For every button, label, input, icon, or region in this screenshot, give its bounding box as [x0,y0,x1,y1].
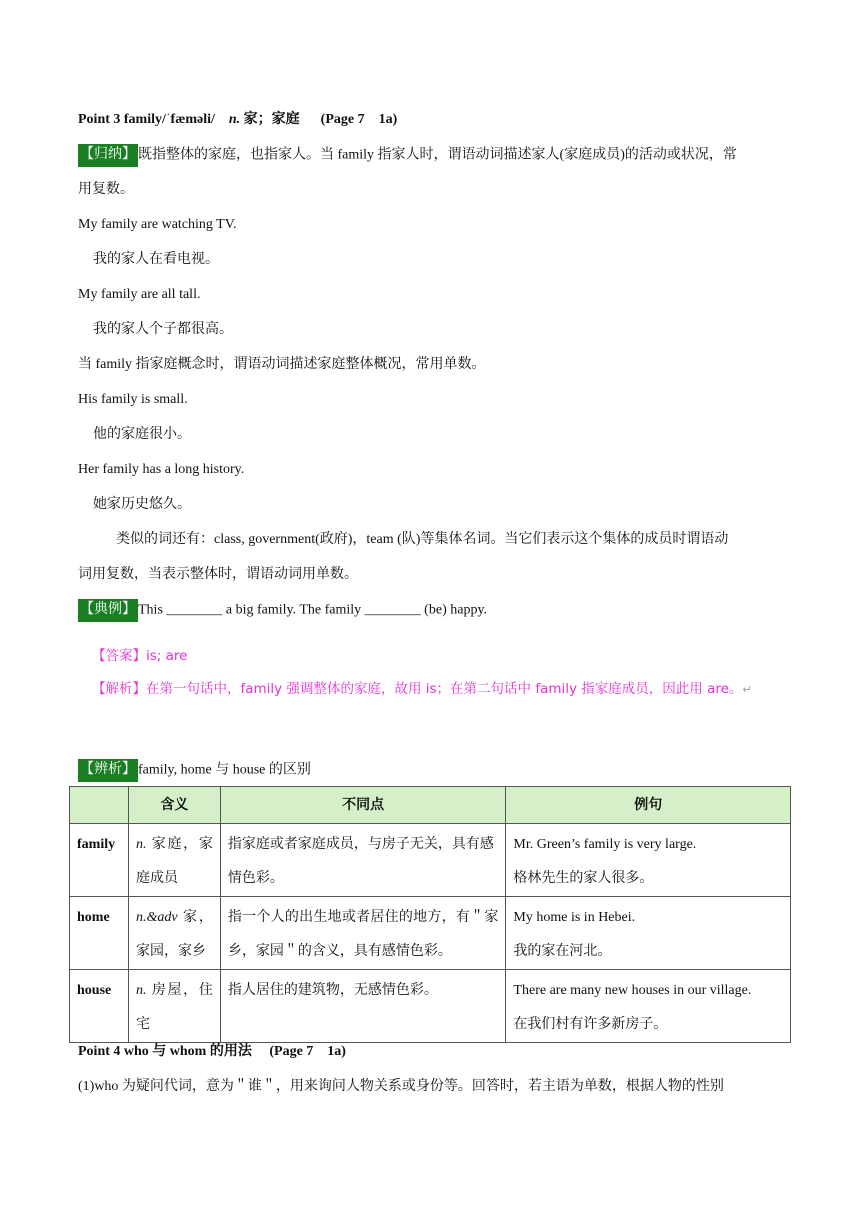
point3-ref: (Page 7 1a) [320,112,398,127]
point4-ref: (Page 7 1a) [269,1044,346,1059]
point4-heading [78,1042,346,1062]
row-meaning [128,897,220,970]
similar-line-1: 类似的词还有：class, government(政府)，team (队)等集体名词。当它们表示这个集体的成员时谓语动 [116,532,729,547]
compare-heading [78,759,311,782]
row-example-zh: 在我们村有许多新房子。 [513,1017,668,1032]
example-3-zh: 他的家庭很小。 [93,427,191,442]
row-pos: n.&adv [135,910,178,925]
row-example [506,824,791,897]
compare-title: family, home 与 house 的区别 [138,762,311,778]
point3-heading [78,110,397,130]
row-meaning-text: 房屋，住宅 [135,983,213,1032]
example-2-en: My family are all tall. [78,287,201,302]
return-mark-icon: ↵ [742,683,752,696]
example-question-line [78,599,487,622]
table-row [70,824,791,897]
row-meaning-text: 家庭，家庭成员 [135,837,213,886]
point3-pos: n. [228,112,241,127]
analysis-text: 【解析】在第一句话中，family 强调整体的家庭，故用 is；在第二句话中 family 指家庭成员，因此用 are。 [92,681,743,697]
row-pos: n. [135,837,147,852]
example-tag: 【典例】 [78,599,138,622]
row-example [506,897,791,970]
row-pos: n. [135,983,147,998]
row-example-zh: 我的家在河北。 [513,944,612,959]
row-meaning [128,824,220,897]
example-2-zh: 我的家人个子都很高。 [93,322,233,337]
table-row [70,970,791,1043]
table-header-row [70,787,791,824]
analysis-line [92,679,752,700]
point3-title: Point 3 family/ˈfæməli/ [78,112,215,127]
who-definition: (1)who 为疑问代词，意为＂谁＂，用来询问人物关系或身份等。回答时，若主语为单数，根据人物的性别 [78,1079,724,1094]
header-cell-empty [70,787,129,824]
note-singular: 当 family 指家庭概念时，谓语动词描述家庭整体概况，常用单数。 [78,357,486,372]
example-question: This ________ a big family. The family ________ (be) happy. [138,602,488,618]
similar-line-2: 词用复数，当表示整体时，谓语动词用单数。 [78,567,358,582]
summary-line-1 [78,144,737,167]
row-example-en: My home is in Hebei. [513,910,636,925]
row-word: home [70,897,129,970]
row-example-en: Mr. Green’s family is very large. [513,837,697,852]
row-difference: 指人居住的建筑物，无感情色彩。 [220,970,506,1043]
row-example-en: There are many new houses in our village. [513,983,752,998]
row-difference: 指一个人的出生地或者居住的地方，有＂家乡，家园＂的含义，具有感情色彩。 [220,897,506,970]
header-cell-example: 例句 [506,787,791,824]
point4-title: Point 4 who 与 whom 的用法 [78,1044,252,1059]
row-example [506,970,791,1043]
row-word: family [70,824,129,897]
compare-tag: 【辨析】 [78,759,138,782]
answer-text: 【答案】is; are [92,648,188,664]
example-1-zh: 我的家人在看电视。 [93,252,219,267]
comparison-table [69,786,791,1043]
row-meaning-text: 家，家园，家乡 [135,910,213,959]
header-cell-difference: 不同点 [220,787,506,824]
row-word: house [70,970,129,1043]
summary-text-1: 既指整体的家庭，也指家人。当 family 指家人时，谓语动词描述家人(家庭成员)的活动或状况，常 [138,147,737,163]
row-difference: 指家庭或者家庭成员，与房子无关，具有感情色彩。 [220,824,506,897]
header-cell-meaning: 含义 [128,787,220,824]
point3-meaning: 家；家庭 [243,112,300,127]
row-example-zh: 格林先生的家人很多。 [513,871,654,886]
example-4-en: Her family has a long history. [78,462,245,477]
summary-tag: 【归纳】 [78,144,138,167]
example-3-en: His family is small. [78,392,188,407]
row-meaning [128,970,220,1043]
example-1-en: My family are watching TV. [78,217,237,232]
example-4-zh: 她家历史悠久。 [93,497,191,512]
summary-line-2: 用复数。 [78,182,134,197]
table-row [70,897,791,970]
